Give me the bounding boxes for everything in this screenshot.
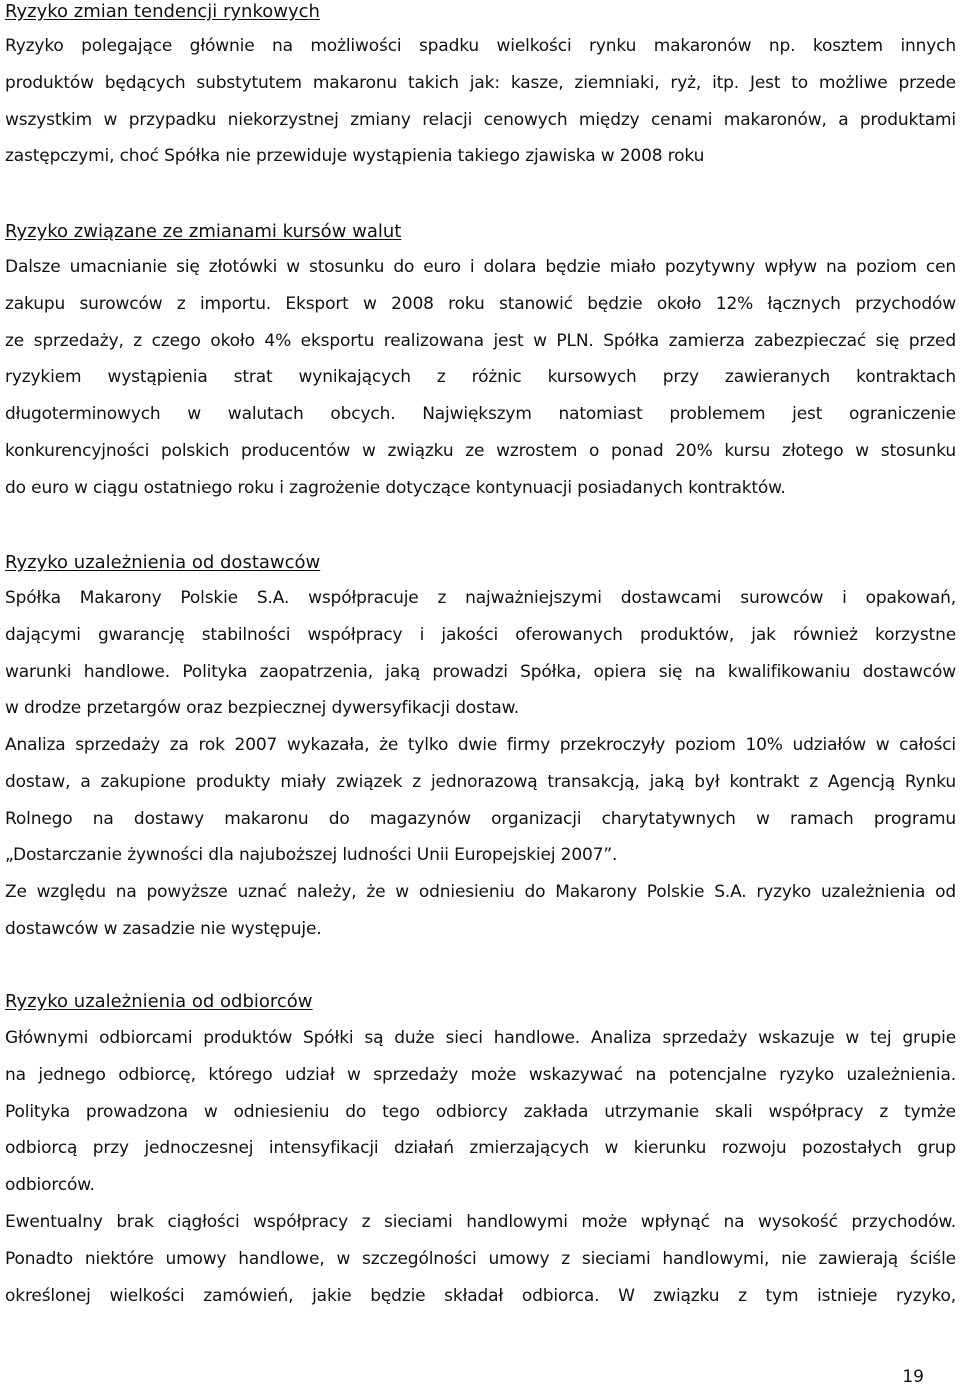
text-line: Analiza sprzedaży za rok 2007 wykazała, że tylko dwie firmy przekroczyły poziom 10% udziałów w całości: [5, 735, 956, 755]
paragraph-customer-risk-1: [5, 1020, 956, 1204]
text-line: wszystkim w przypadku niekorzystnej zmiany relacji cenowych między cenami makaronów, a produktami: [5, 109, 956, 130]
text-line: Spółka Makarony Polskie S.A. współpracuje z najważniejszymi dostawcami surowców i opakowań,: [5, 588, 956, 608]
section-heading-currency-risk: Ryzyko związane ze zmianami kursów walut: [5, 221, 402, 242]
text-line: Rolnego na dostawy makaronu do magazynów organizacji charytatywnych w ramach programu: [5, 808, 956, 829]
text-line: do euro w ciągu ostatniego roku i zagrożenie dotyczące kontynuacji posiadanych kontraktów.: [5, 477, 786, 498]
text-line: ryzykiem wystąpienia strat wynikających z różnic kursowych przy zawieranych kontraktach: [5, 367, 956, 388]
text-line: warunki handlowe. Polityka zaopatrzenia, jaką prowadzi Spółka, opiera się na kwalifikowaniu dostawców: [5, 661, 956, 682]
text-line: ze sprzedaży, z czego około 4% eksportu realizowana jest w PLN. Spółka zamierza zabezpieczać się przed: [5, 330, 956, 351]
paragraph-currency-risk: [5, 249, 956, 507]
text-line: Głównymi odbiorcami produktów Spółki są duże sieci handlowe. Analiza sprzedaży wskazuje w tej grupie: [5, 1028, 956, 1048]
text-line: Dalsze umacnianie się złotówki w stosunku do euro i dolara będzie miało pozytywny wpływ na poziom cen: [5, 257, 956, 277]
section-heading-supplier-risk: Ryzyko uzależnienia od dostawców: [5, 552, 321, 573]
text-line: Polityka prowadzona w odniesieniu do tego odbiorcy zakłada utrzymanie skali współpracy z tymże: [5, 1101, 956, 1122]
text-line: dającymi gwarancję stabilności współpracy i jakości oferowanych produktów, jak również korzystne: [5, 624, 956, 645]
text-line: produktów będących substytutem makaronu takich jak: kasze, ziemniaki, ryż, itp. Jest to możliwe przede: [5, 72, 956, 93]
text-line: odbiorców.: [5, 1175, 95, 1196]
text-line: Ponadto niektóre umowy handlowe, w szczególności umowy z sieciami handlowymi, nie zawierają ściśle: [5, 1248, 956, 1269]
text-line: Ryzyko polegające głównie na możliwości spadku wielkości rynku makaronów np. kosztem innych: [5, 36, 956, 56]
text-line: konkurencyjności polskich producentów w związku ze wzrostem o ponad 20% kursu złotego w stosunku: [5, 440, 956, 461]
text-line: Ze względu na powyższe uznać należy, że w odniesieniu do Makarony Polskie S.A. ryzyko uzależnienia od: [5, 882, 956, 902]
text-line: określonej wielkości zamówień, jakie będzie składał odbiorca. W związku z tym istnieje ryzyko,: [5, 1285, 956, 1306]
text-line: w drodze przetargów oraz bezpiecznej dywersyfikacji dostaw.: [5, 698, 520, 719]
text-line: Ewentualny brak ciągłości współpracy z sieciami handlowymi może wpłynąć na wysokość przychodów.: [5, 1212, 956, 1232]
text-line: dostaw, a zakupione produkty miały związek z jednorazową transakcją, jaką był kontrakt z Agencją Rynku: [5, 771, 956, 792]
section-heading-customer-risk: Ryzyko uzależnienia od odbiorców: [5, 991, 313, 1012]
page-number: 19: [902, 1367, 924, 1387]
text-line: dostawców w zasadzie nie występuje.: [5, 918, 322, 939]
text-line: „Dostarczanie żywności dla najuboższej ludności Unii Europejskiej 2007”.: [5, 845, 618, 866]
paragraph-trend-risk: [5, 28, 956, 175]
text-line: długoterminowych w walutach obcych. Największym natomiast problemem jest ograniczenie: [5, 404, 956, 425]
text-line: na jednego odbiorcę, którego udział w sprzedaży może wskazywać na potencjalne ryzyko uzależnienia.: [5, 1064, 956, 1085]
text-line: zastępczymi, choć Spółka nie przewiduje wystąpienia takiego zjawiska w 2008 roku: [5, 146, 705, 167]
paragraph-supplier-risk-2: [5, 727, 956, 874]
text-line: odbiorcą przy jednoczesnej intensyfikacji działań zmierzających w kierunku rozwoju pozostałych grup: [5, 1138, 956, 1159]
text-line: zakupu surowców z importu. Eksport w 2008 roku stanowić będzie około 12% łącznych przychodów: [5, 293, 956, 314]
section-heading-trend-risk: Ryzyko zmian tendencji rynkowych: [5, 1, 320, 22]
paragraph-supplier-risk-3: [5, 874, 956, 948]
paragraph-supplier-risk-1: [5, 580, 956, 727]
paragraph-customer-risk-2: [5, 1204, 956, 1314]
